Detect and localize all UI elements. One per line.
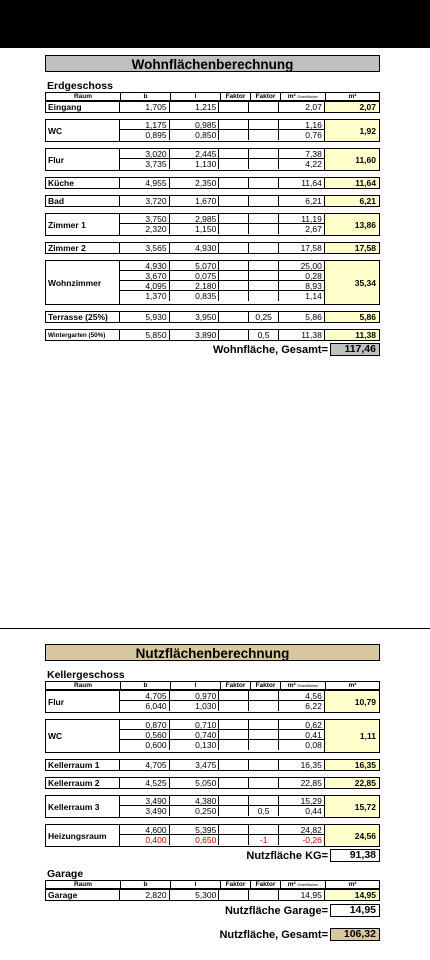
cell-b: 3,750 [120,214,170,223]
cell-l: 0,835 [170,291,220,301]
measurement-line [120,281,324,291]
cell-l: 5,050 [170,778,220,788]
cell-l: 2,985 [170,214,220,223]
cell-f1 [219,760,249,770]
cell-f2 [249,120,279,129]
cell-f1 [219,330,249,340]
measurement-line [120,159,324,169]
room-total: 14,95 [325,890,379,900]
cell-e: 0,08 [305,740,322,750]
cell-e: 11,19 [301,214,322,224]
nutz-section-label: Kellergeschoss [47,669,125,681]
cell-b: 4,930 [120,261,170,270]
cell-l: 1,130 [170,159,220,169]
cell-b: 1,705 [120,102,170,112]
room-name: Eingang [46,102,120,112]
cell-e: 2,67 [305,224,322,234]
cell-l: 1,215 [170,102,220,112]
cell-f2 [249,130,279,140]
cell-f1 [219,120,249,129]
cell-e: -0,26 [302,835,322,845]
room-name: Heizungsraum [46,825,120,846]
cell-f1 [219,214,249,223]
cell-f1 [219,825,249,834]
room-total: 6,21 [325,196,379,206]
measurement-line [120,130,324,140]
cell-l: 5,070 [170,261,220,270]
room-total: 11,38 [325,330,379,340]
cell-f1 [219,271,249,280]
measurement-line [120,243,324,253]
cell-e: 1,14 [305,291,322,301]
room-name: Wintergarten (50%) [46,330,120,340]
cell-f1 [219,691,249,700]
nutz-title: Nutzflächenberechnung [45,644,380,661]
cell-l: 0,710 [170,720,220,729]
wohn-header-row: Raum b l Faktor Faktor m² Einzelflächen m² [45,92,380,101]
measurement-line [120,740,324,750]
cell-e: 6,21 [305,196,322,206]
cell-l: 3,950 [170,312,220,322]
measurement-line [120,330,324,340]
cell-f2 [249,159,279,169]
measurement-line [120,271,324,281]
nutz-header-row: Raum b l Faktor Faktor m² Einzelflächen m² [45,681,380,690]
room-row [45,148,380,171]
wohnflaeche-page [45,55,380,357]
cell-e: 0,44 [305,806,322,816]
cell-f2 [249,778,279,788]
cell-f1 [219,178,249,188]
cell-b: 4,705 [120,760,170,770]
cell-b: 1,175 [120,120,170,129]
cell-b: 3,735 [120,159,170,169]
cell-b: 4,095 [120,281,170,290]
garage-header-row: Raum b l Faktor Faktor m² Einzelflächen m² [45,880,380,889]
cell-f1 [219,281,249,290]
room-row [45,329,380,341]
cell-b: 0,870 [120,720,170,729]
cell-l: 5,395 [170,825,220,834]
measurement-line [120,291,324,301]
room-row [45,690,380,713]
nutzflaeche-page [45,644,380,942]
measurement-line [120,149,324,159]
room-row [45,119,380,142]
cell-f2 [249,720,279,729]
cell-l: 0,985 [170,120,220,129]
room-total: 15,72 [325,796,379,817]
cell-b: 3,490 [120,796,170,805]
cell-f1 [219,159,249,169]
cell-l: 4,380 [170,796,220,805]
room-name: Wohnzimmer [46,261,120,304]
cell-f2 [249,243,279,253]
cell-f1 [219,243,249,253]
measurement-line [120,312,324,322]
measurement-line [120,178,324,188]
cell-f2 [249,701,279,711]
measurement-line [120,720,324,730]
measurement-line [120,691,324,701]
cell-f1 [219,196,249,206]
cell-b: 3,670 [120,271,170,280]
cell-f1 [219,130,249,140]
cell-l: 4,930 [170,243,220,253]
cell-b: 2,320 [120,224,170,234]
cell-b: 3,565 [120,243,170,253]
cell-e: 0,76 [305,130,322,140]
room-total: 13,86 [325,214,379,235]
cell-l: 0,250 [170,806,220,816]
room-row [45,889,380,901]
room-name: Küche [46,178,120,188]
cell-f1 [219,102,249,112]
room-name: Garage [46,890,120,900]
cell-f2 [249,890,279,900]
room-row [45,795,380,818]
cell-e: 15,29 [300,796,322,806]
cell-l: 3,890 [170,330,220,340]
measurement-line [120,778,324,788]
measurement-line [120,261,324,271]
room-row [45,242,380,254]
cell-l: 0,850 [170,130,220,140]
cell-b: 5,850 [120,330,170,340]
kg-total-value: 91,38 [330,849,380,862]
room-name: Kellerraum 3 [46,796,120,817]
measurement-line [120,730,324,740]
room-total: 2,07 [325,102,379,112]
measurement-line [120,760,324,770]
cell-e: 11,38 [301,330,322,340]
room-total: 35,34 [325,261,379,304]
cell-f2: 0,5 [249,330,279,340]
room-name: Zimmer 1 [46,214,120,235]
cell-e: 0,28 [305,271,322,281]
measurement-line [120,214,324,224]
room-total: 5,86 [325,312,379,322]
cell-l: 2,445 [170,149,220,158]
wohn-room-list [45,101,380,341]
room-row [45,213,380,236]
room-total: 1,92 [325,120,379,141]
wohn-section-label: Erdgeschoss [47,80,113,92]
cell-e: 7,38 [305,149,322,159]
wohn-title: Wohnflächenberechnung [45,55,380,72]
measurement-line [120,102,324,112]
kg-total: Nutzfläche KG= 91,38 [45,848,380,863]
room-name: WC [46,120,120,141]
cell-e: 6,22 [305,701,322,711]
room-row [45,195,380,207]
room-row [45,311,380,323]
cell-b: 0,560 [120,730,170,739]
nutz-grand-total-value: 106,32 [330,928,380,941]
cell-b: 4,705 [120,691,170,700]
garage-total: Nutzfläche Garage= 14,95 [45,903,380,918]
cell-l: 2,180 [170,281,220,290]
cell-f2: 0,25 [249,312,279,322]
cell-b: 3,020 [120,149,170,158]
cell-f1 [219,890,249,900]
measurement-line [120,890,324,900]
room-total: 16,35 [325,760,379,770]
cell-f1 [219,796,249,805]
measurement-line [120,796,324,806]
room-name: Flur [46,691,120,712]
cell-e: 16,35 [300,760,322,770]
room-name: Bad [46,196,120,206]
cell-e: 0,41 [305,730,322,740]
cell-f2 [249,149,279,158]
cell-f2 [249,740,279,750]
room-total: 22,85 [325,778,379,788]
cell-b: 2,820 [120,890,170,900]
cell-b: 0,895 [120,130,170,140]
cell-f2 [249,291,279,301]
room-total: 1,11 [325,720,379,752]
wohn-grand-total-value: 117,46 [330,343,380,356]
cell-e: 25,00 [300,261,322,271]
cell-e: 14,95 [300,890,322,900]
cell-f2 [249,691,279,700]
cell-f2 [249,825,279,834]
measurement-line [120,806,324,816]
cell-l: 1,150 [170,224,220,234]
cell-l: 0,130 [170,740,220,750]
cell-f1 [219,312,249,322]
cell-e: 5,86 [305,312,322,322]
cell-b: 4,525 [120,778,170,788]
cell-e: 0,62 [305,720,322,730]
cell-l: 5,300 [170,890,220,900]
cell-f2 [249,224,279,234]
cell-f2 [249,261,279,270]
cell-f2 [249,760,279,770]
cell-f1 [219,835,249,845]
room-total: 11,60 [325,149,379,170]
cell-b: 0,400 [120,835,170,845]
cell-f2 [249,281,279,290]
cell-f2 [249,196,279,206]
room-total: 17,58 [325,243,379,253]
nutz-room-list [45,690,380,847]
cell-b: 5,930 [120,312,170,322]
cell-f1 [219,740,249,750]
cell-f2 [249,214,279,223]
measurement-line [120,196,324,206]
room-name: Kellerraum 2 [46,778,120,788]
cell-f1 [219,806,249,816]
cell-e: 4,56 [305,691,322,701]
room-row [45,719,380,753]
measurement-line [120,835,324,845]
room-row [45,777,380,789]
cell-e: 11,64 [301,178,322,188]
cell-f2 [249,178,279,188]
room-name: Flur [46,149,120,170]
room-row [45,177,380,189]
cell-f2 [249,796,279,805]
cell-f1 [219,261,249,270]
cell-e: 2,07 [305,102,322,112]
cell-f1 [219,291,249,301]
measurement-line [120,701,324,711]
garage-section-label: Garage [47,868,84,880]
cell-f2: -1 [249,835,279,845]
cell-l: 0,650 [170,835,220,845]
room-total: 11,64 [325,178,379,188]
cell-b: 0,600 [120,740,170,750]
cell-f1 [219,149,249,158]
room-name: Zimmer 2 [46,243,120,253]
room-name: Terrasse (25%) [46,312,120,322]
cell-b: 1,370 [120,291,170,301]
cell-f1 [219,720,249,729]
cell-f1 [219,778,249,788]
cell-b: 4,955 [120,178,170,188]
cell-l: 1,670 [170,196,220,206]
cell-f1 [219,224,249,234]
cell-l: 3,475 [170,760,220,770]
cell-f2 [249,730,279,739]
garage-room-list [45,889,380,901]
cell-f2 [249,271,279,280]
room-name: WC [46,720,120,752]
cell-l: 0,970 [170,691,220,700]
cell-e: 24,82 [300,825,322,835]
cell-l: 0,740 [170,730,220,739]
cell-b: 4,600 [120,825,170,834]
measurement-line [120,224,324,234]
cell-f1 [219,701,249,711]
cell-l: 0,075 [170,271,220,280]
wohn-grand-total: Wohnfläche, Gesamt= 117,46 [45,342,380,357]
cell-f2: 0,5 [249,806,279,816]
cell-l: 1,030 [170,701,220,711]
cell-e: 4,22 [305,159,322,169]
cell-e: 8,93 [305,281,322,291]
nutz-grand-total: Nutzfläche, Gesamt= 106,32 [45,927,380,942]
cell-b: 3,720 [120,196,170,206]
cell-b: 6,040 [120,701,170,711]
cell-e: 1,16 [305,120,322,130]
room-total: 10,79 [325,691,379,712]
cell-b: 3,490 [120,806,170,816]
room-row [45,260,380,305]
cell-e: 17,58 [300,243,322,253]
cell-f2 [249,102,279,112]
cell-l: 2,350 [170,178,220,188]
room-name: Kellerraum 1 [46,760,120,770]
top-black-bar [0,0,430,48]
measurement-line [120,825,324,835]
room-row [45,759,380,771]
room-row [45,101,380,113]
page-separator [0,628,430,629]
room-total: 24,56 [325,825,379,846]
cell-e: 22,85 [300,778,322,788]
measurement-line [120,120,324,130]
cell-f1 [219,730,249,739]
room-row [45,824,380,847]
garage-total-value: 14,95 [330,904,380,917]
